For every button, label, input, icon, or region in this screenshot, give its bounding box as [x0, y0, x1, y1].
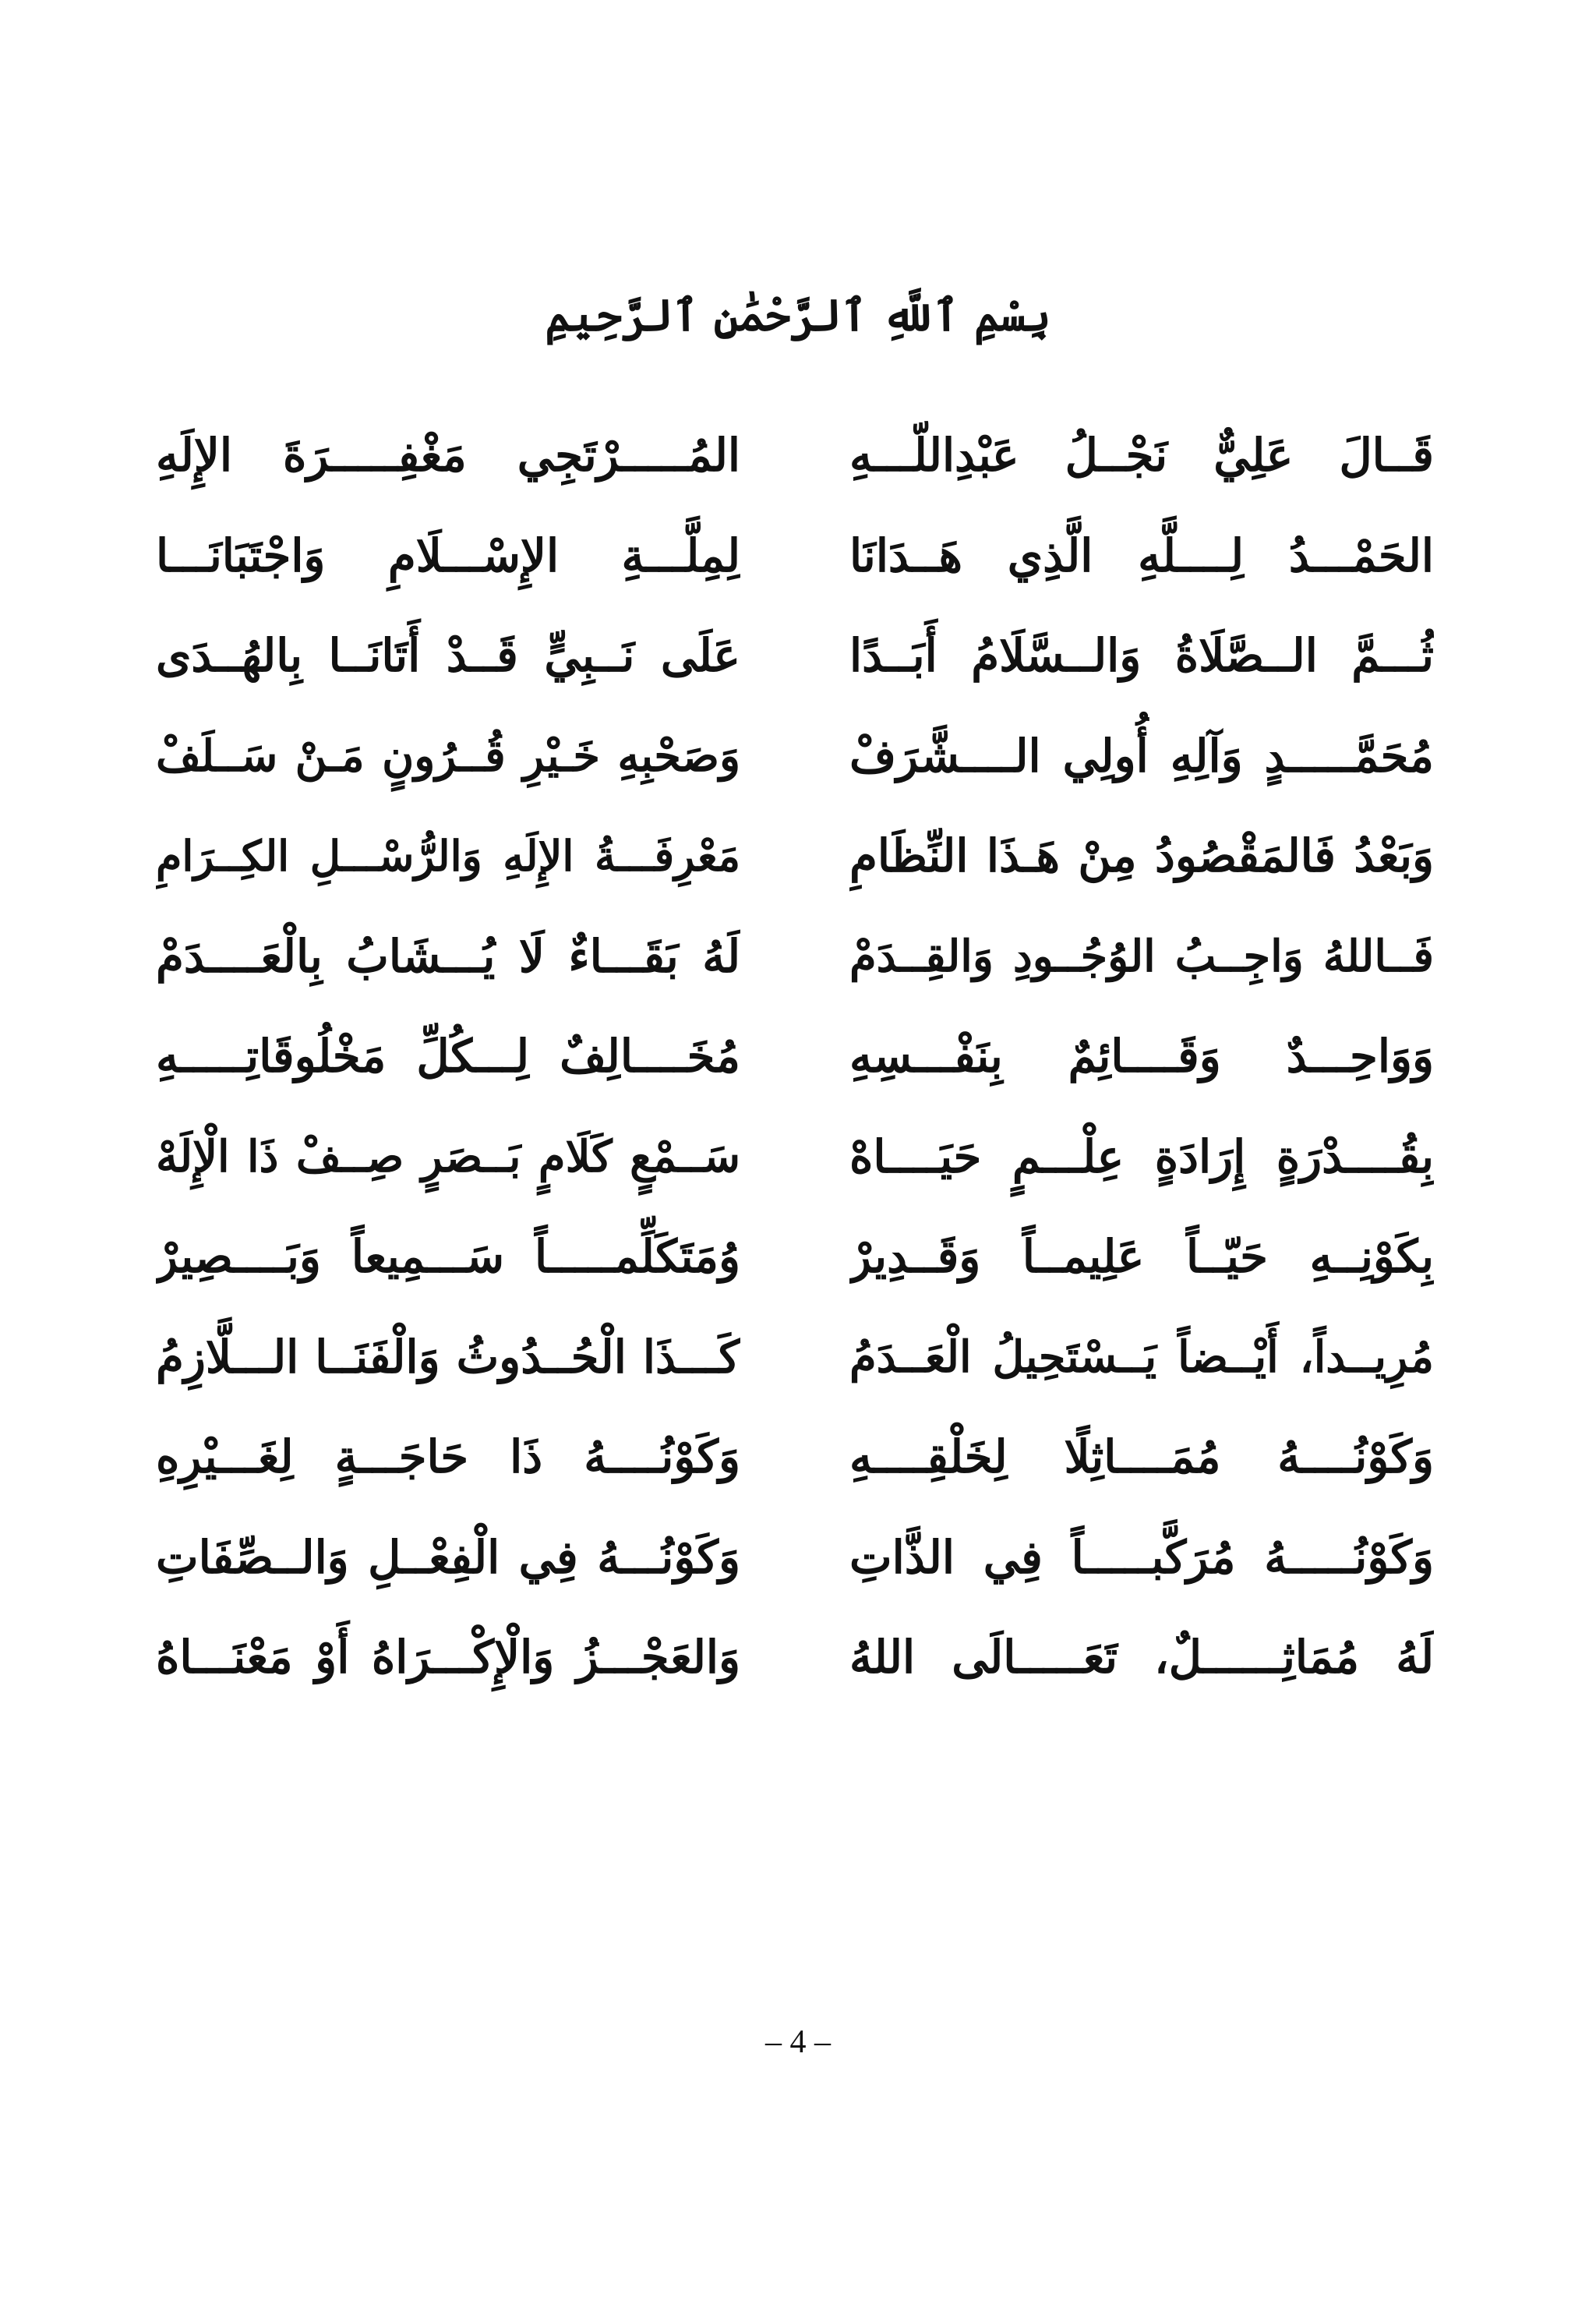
verse-first-hemistich: فَــاللهُ وَاجِــبُ الوُجُــودِ وَالقِــدَمْ [849, 930, 1434, 982]
verse-first-hemistich: بِكَوْنِــهِ حَيّــاً عَلِيمــاً وَقَــدِيرْ [849, 1230, 1434, 1283]
verse-row [156, 1507, 1434, 1608]
verse-first-hemistich: قَــالَ عَلِيٌّ نَجْــلُ عَبْدِاللّـــهِ [849, 429, 1434, 482]
basmala-heading: بِسْمِ ٱللَّهِ ٱلرَّحْمَٰنِ ٱلرَّحِيمِ [545, 290, 1051, 341]
verse-second-hemistich: عَلَى نَــبِيٍّ قَــدْ أَتَانَــا بِالهُــدَى [156, 629, 740, 682]
verse-row [156, 806, 1434, 907]
verse-second-hemistich: مَعْرِفَـــةُ الإِلَهِ وَالرُّسْـــلِ الكِــرَامِ [156, 831, 740, 881]
verse-row [156, 1407, 1434, 1507]
verse-first-hemistich: بِقُــــدْرَةٍ إِرَادَةٍ عِلْـــمٍ حَيَــــاهْ [849, 1129, 1434, 1183]
verse-second-hemistich: لَهُ بَقَـــاءٌ لَا يُـــشَابُ بِالْعَــــدَمْ [156, 929, 740, 983]
verse-row [156, 1107, 1434, 1207]
verse-first-hemistich: لَهُ مُمَاثِــــــلٌ، تَعَـــــالَى اللهُ [849, 1631, 1434, 1684]
verse-second-hemistich: كَـــذَا الْحُــدُوثُ وَالْفَنَــا الـــلَّازِمُ [156, 1330, 740, 1384]
verse-first-hemistich: وَبَعْدُ فَالمَقْصُودُ مِنْ هَـذَا النِّظَامِ [849, 829, 1434, 882]
verse-second-hemistich: وُمَتَكَلِّمـــــاً سَـــمِيعاً وَبَــــصِيرْ [156, 1230, 740, 1283]
verse-row [156, 706, 1434, 807]
verse-second-hemistich: وَصَحْبِهِ خَـيْرِ قُــرُونٍ مَـنْ سَــلَفْ [156, 730, 740, 782]
verse-row [156, 405, 1434, 506]
verse-row [156, 1607, 1434, 1708]
verse-row [156, 907, 1434, 1007]
verse-second-hemistich: مُخَــــالِفٌ لِـــكُلِّ مَخْلُوقَاتِـــــهِ [156, 1030, 740, 1083]
verse-second-hemistich: وَكَوْنُــــهُ ذَا حَاجَـــةٍ لِغَـــيْرِهِ [156, 1430, 740, 1483]
verse-second-hemistich: وَكَوْنُـــهُ فِي الْفِعْــلِ وَالــصِّفَاتِ [156, 1530, 740, 1584]
verse-first-hemistich: وَكَوْنُـــــهُ مُرَكَّبـــــاً فِي الذَّاتِ [849, 1530, 1434, 1584]
verse-second-hemistich: لِمِلَّـــةِ الإِسْـــلَامِ وَاجْتَبَانَـــا [156, 528, 740, 582]
page-number: – 4 – [765, 2024, 831, 2060]
verse-second-hemistich: سَــمْعٍ كَلَامٍ بَــصَرٍ صِــفْ ذَا الْإِلَهْ [156, 1130, 740, 1182]
verse-row [156, 1006, 1434, 1107]
verse-first-hemistich: وَوَاحِـــدٌ وَقَــــائِمٌ بِنَفْـــسِهِ [849, 1030, 1434, 1083]
verse-row [156, 1307, 1434, 1408]
verse-first-hemistich: وَكَوْنُــــهُ مُمَــــاثِلًا لِخَلْقِــــهِ [849, 1430, 1434, 1483]
poem-body [156, 405, 1434, 1708]
verse-row [156, 606, 1434, 706]
verse-first-hemistich: مُحَمَّـــــدٍ وَآلِهِ أُولِي الــــشَّرَفْ [849, 729, 1434, 783]
verse-row [156, 1207, 1434, 1307]
verse-first-hemistich: مُرِيــداً، أَيْــضاً يَــسْتَحِيلُ الْعَــدَمُ [849, 1331, 1434, 1383]
verse-second-hemistich: وَالعَجْـــزُ وَالْإِكْـــرَاهُ أَوْ مَعْنَـــاهُ [156, 1631, 740, 1684]
verse-second-hemistich: المُـــــرْتَجِي مَغْفِـــــرَةَ الإِلَهِ [156, 429, 740, 482]
verse-first-hemistich: الحَمْـــدُ لِــــلَّهِ الَّذِي هَــدَانَا [849, 528, 1434, 582]
verse-first-hemistich: ثُـــمَّ الــصَّلَاةُ وَالــسَّلَامُ أَبَــدًا [849, 629, 1434, 682]
verse-row [156, 506, 1434, 606]
